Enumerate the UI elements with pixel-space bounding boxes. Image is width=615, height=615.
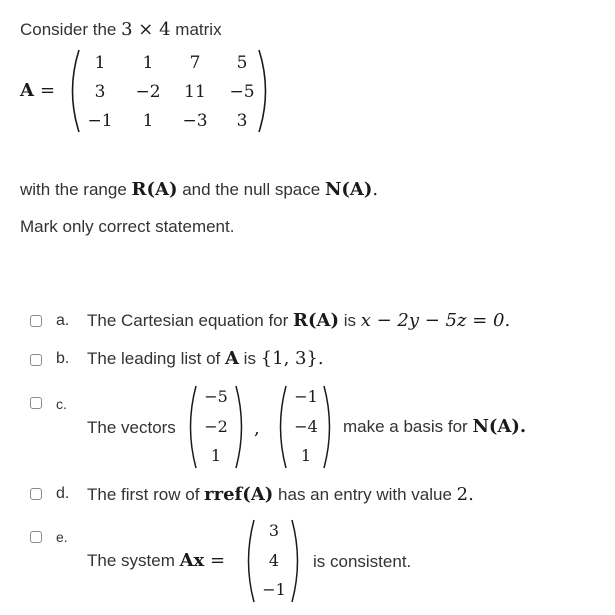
option-b-pre: The leading list of xyxy=(87,349,225,368)
matrix-cell: 3 xyxy=(236,111,248,131)
option-a-text xyxy=(87,310,510,331)
matrix-cell: 1 xyxy=(142,111,154,131)
vec2-entry: −1 xyxy=(294,387,318,406)
option-b-text xyxy=(87,348,324,369)
vec1-right-paren xyxy=(234,384,248,470)
intro-post: matrix xyxy=(170,20,222,39)
option-e-ax: Ax xyxy=(179,550,205,571)
range-sentence xyxy=(20,179,378,200)
option-e-pre: The system xyxy=(87,551,180,570)
matrix-cell: 1 xyxy=(94,53,106,73)
vec1-entry: −5 xyxy=(204,387,228,406)
intro-line xyxy=(20,19,222,40)
vec-e-entry: −1 xyxy=(262,580,286,599)
option-e-pre-group xyxy=(87,550,225,571)
option-b-set: {1, 3}. xyxy=(260,348,324,369)
matrix-cell: −5 xyxy=(229,82,255,102)
null-symbol: N(A) xyxy=(324,179,373,200)
option-c-post xyxy=(343,416,526,437)
vec1-left-paren xyxy=(184,384,198,470)
option-letter: e. xyxy=(56,529,68,545)
vec2-right-paren xyxy=(322,384,336,470)
option-d-rref: rref(A) xyxy=(204,484,274,505)
matrix-cell: 7 xyxy=(189,53,201,73)
vec2-entry: −4 xyxy=(294,417,318,436)
option-d-pre: The first row of xyxy=(87,485,205,504)
vec-e-entry: 3 xyxy=(268,521,280,540)
range-pre: with the range xyxy=(20,180,132,199)
option-e-checkbox[interactable] xyxy=(30,531,42,543)
vec-comma: , xyxy=(254,418,260,439)
option-letter: b. xyxy=(56,350,70,367)
option-c-pre: The vectors xyxy=(87,418,176,437)
matrix-cell: 11 xyxy=(184,82,206,102)
matrix-cell: 3 xyxy=(94,82,106,102)
matrix-cell: −3 xyxy=(182,111,208,131)
option-d-checkbox[interactable] xyxy=(30,488,42,500)
matrix-cell: −1 xyxy=(87,111,113,131)
vec1-entry: −2 xyxy=(204,417,228,436)
range-mid: and the null space xyxy=(177,180,325,199)
option-c-checkbox[interactable] xyxy=(30,397,42,409)
matrix-label: A xyxy=(20,80,34,101)
option-letter: a. xyxy=(56,312,70,329)
vec-e-right-paren xyxy=(290,518,304,604)
option-d-value: 2. xyxy=(456,484,474,505)
option-b-checkbox[interactable] xyxy=(30,354,42,366)
option-e-post: is consistent. xyxy=(313,552,412,571)
option-a-mid: is xyxy=(338,311,361,330)
option-a-pre: The Cartesian equation for xyxy=(87,311,294,330)
vec2-left-paren xyxy=(274,384,288,470)
option-b-matrix: A xyxy=(224,348,239,369)
range-symbol: R(A) xyxy=(131,179,178,200)
matrix-equals: = xyxy=(40,80,56,101)
option-a-checkbox[interactable] xyxy=(30,315,42,327)
option-b-mid: is xyxy=(238,349,261,368)
option-a-equation: x − 2y − 5z = 0. xyxy=(360,310,511,331)
option-c-post-text: make a basis for xyxy=(343,417,473,436)
option-letter: d. xyxy=(56,485,70,502)
option-c-nullspace: N(A). xyxy=(472,416,527,437)
vec-e-entry: 4 xyxy=(268,551,280,570)
vec1-entry: 1 xyxy=(210,446,222,465)
option-d-text xyxy=(87,484,474,505)
option-letter: c. xyxy=(56,396,67,412)
instruction: Mark only correct statement. xyxy=(20,217,235,236)
range-end: . xyxy=(372,179,379,200)
matrix-cell: 5 xyxy=(236,53,248,73)
matrix-cell: 1 xyxy=(142,53,154,73)
matrix-cell: −2 xyxy=(135,82,161,102)
option-e-equals: = xyxy=(204,550,226,571)
option-d-mid: has an entry with value xyxy=(273,485,457,504)
vec2-entry: 1 xyxy=(300,446,312,465)
option-a-range: R(A) xyxy=(293,310,339,331)
intro-dims: 3 × 4 xyxy=(121,19,171,40)
vec-e-left-paren xyxy=(242,518,256,604)
intro-pre: Consider the xyxy=(20,20,122,39)
